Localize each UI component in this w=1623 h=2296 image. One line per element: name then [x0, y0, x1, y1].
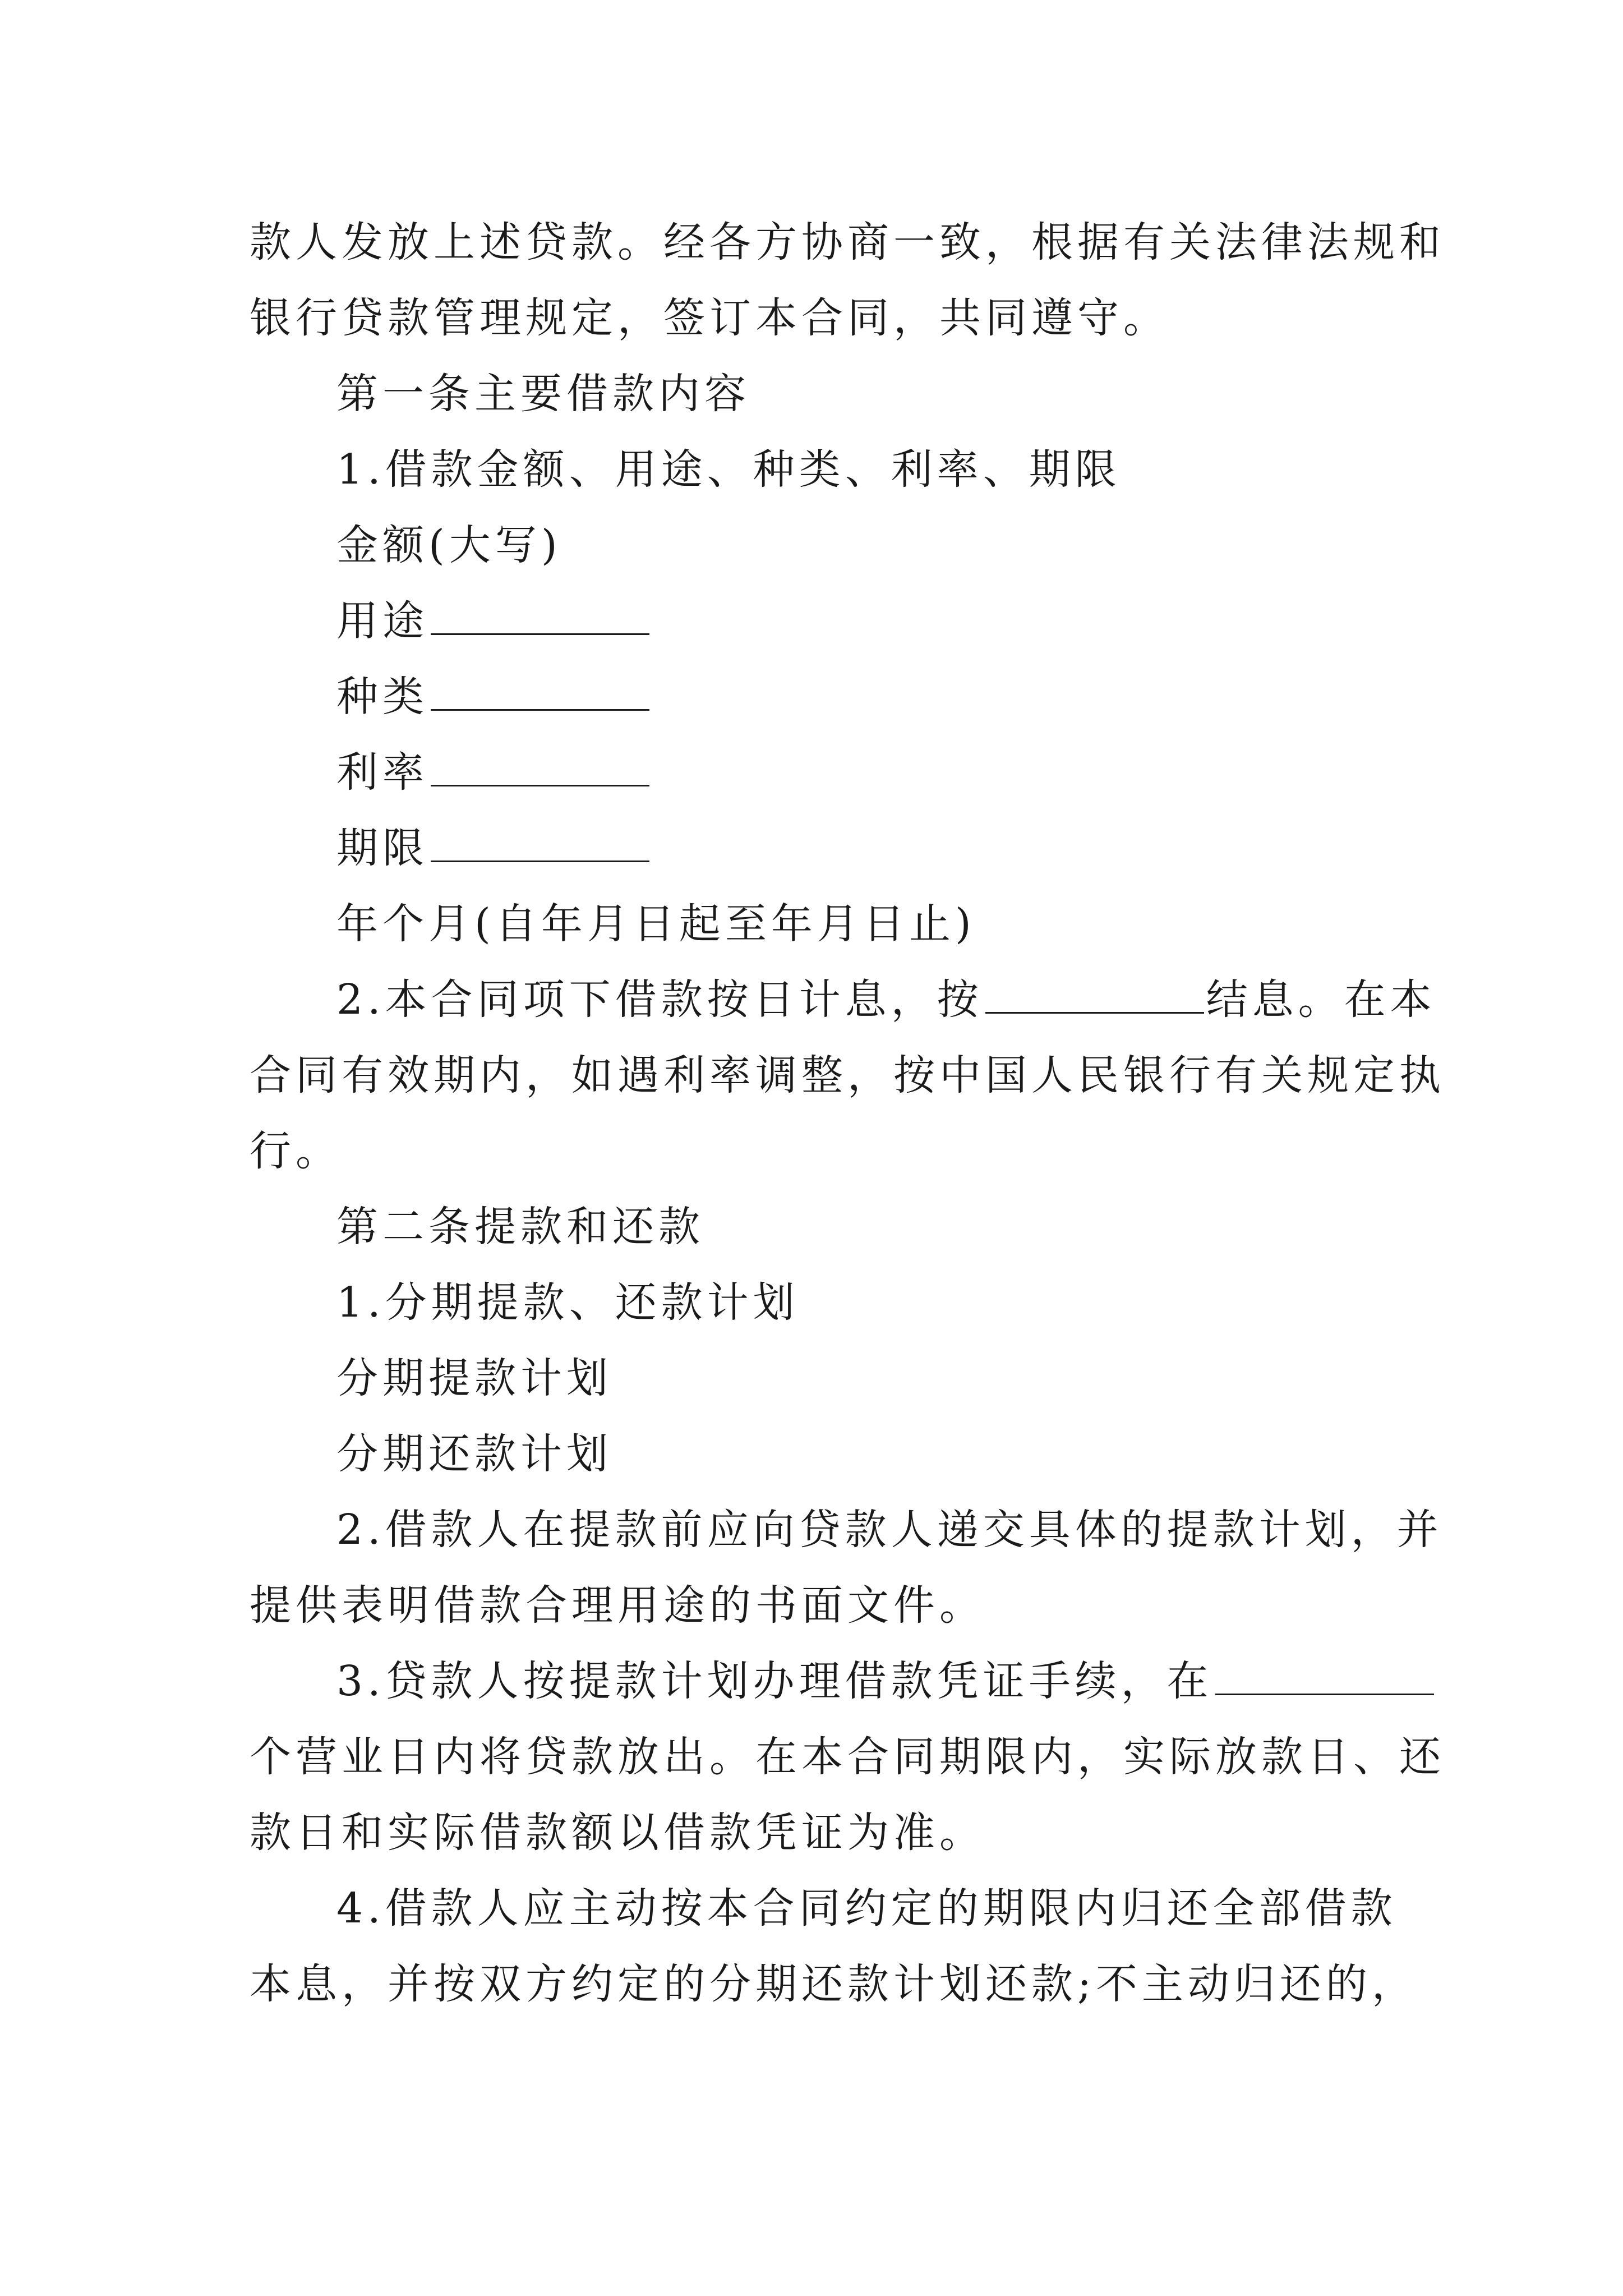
field-label: 种类 [336, 673, 428, 721]
line-text: 本息，并按双方约定的分期还款计划还款;不主动归还的， [250, 1960, 1418, 2008]
line-text: 个营业日内将贷款放出。在本合同期限内，实际放款日、还 [250, 1733, 1445, 1781]
list-item [336, 445, 1121, 494]
line-text: 结息。在本 [1206, 976, 1436, 1024]
paragraph-line [250, 1733, 1445, 1781]
line-text: 银行贷款管理规定，签订本合同，共同遵守。 [250, 294, 1169, 342]
field-label: 用途 [336, 597, 428, 645]
line-text: 年个月(自年月日起至年月日止) [336, 900, 976, 948]
paragraph-line [336, 976, 1436, 1024]
paragraph-line [336, 1657, 1434, 1705]
line-text: 3.贷款人按提款计划办理借款凭证手续，在 [336, 1657, 1213, 1705]
line-text: 行。 [250, 1127, 342, 1175]
list-item-text: 分期还款计划 [336, 1430, 612, 1478]
fill-in-blank [1215, 1693, 1434, 1695]
fill-in-blank [431, 633, 649, 635]
field-type [336, 673, 652, 721]
paragraph-line [250, 1809, 985, 1857]
fill-in-blank [431, 708, 649, 711]
section-title: 第二条提款和还款 [336, 1203, 704, 1251]
line-text: 提供表明借款合理用途的书面文件。 [250, 1581, 985, 1630]
section-heading [336, 370, 750, 418]
line-text: 款日和实际借款额以借款凭证为准。 [250, 1809, 985, 1857]
list-item [336, 1278, 799, 1327]
field-label: 金额(大写) [336, 521, 562, 569]
list-item-text: 1.借款金额、用途、种类、利率、期限 [336, 445, 1121, 494]
paragraph-line [250, 1127, 342, 1175]
paragraph-line [250, 294, 1169, 342]
field-amount [336, 521, 562, 569]
line-text: 款人发放上述贷款。经各方协商一致，根据有关法律法规和 [250, 218, 1445, 266]
paragraph-line [250, 1960, 1418, 2008]
list-item-text: 分期提款计划 [336, 1354, 612, 1402]
fill-in-blank [431, 784, 649, 786]
field-purpose [336, 597, 652, 645]
field-label: 利率 [336, 748, 428, 797]
list-item [336, 1354, 612, 1402]
paragraph-line [336, 1884, 1397, 1932]
section-title: 第一条主要借款内容 [336, 370, 750, 418]
field-term [336, 824, 652, 872]
line-text: 合同有效期内，如遇利率调整，按中国人民银行有关规定执 [250, 1051, 1445, 1099]
paragraph-line [250, 218, 1445, 266]
field-label: 期限 [336, 824, 428, 872]
paragraph-line [336, 1506, 1443, 1554]
line-text: 2.借款人在提款前应向贷款人递交具体的提款计划，并 [336, 1506, 1443, 1554]
paragraph-line [250, 1581, 985, 1630]
section-heading [336, 1203, 704, 1251]
list-item [336, 1430, 612, 1478]
term-period-line [336, 900, 976, 948]
line-text: 4.借款人应主动按本合同约定的期限内归还全部借款 [336, 1884, 1397, 1932]
fill-in-blank [431, 860, 649, 862]
list-item-text: 1.分期提款、还款计划 [336, 1278, 799, 1327]
field-rate [336, 748, 652, 797]
fill-in-blank [985, 1011, 1204, 1014]
paragraph-line [250, 1051, 1445, 1099]
line-text: 2.本合同项下借款按日计息，按 [336, 976, 983, 1024]
